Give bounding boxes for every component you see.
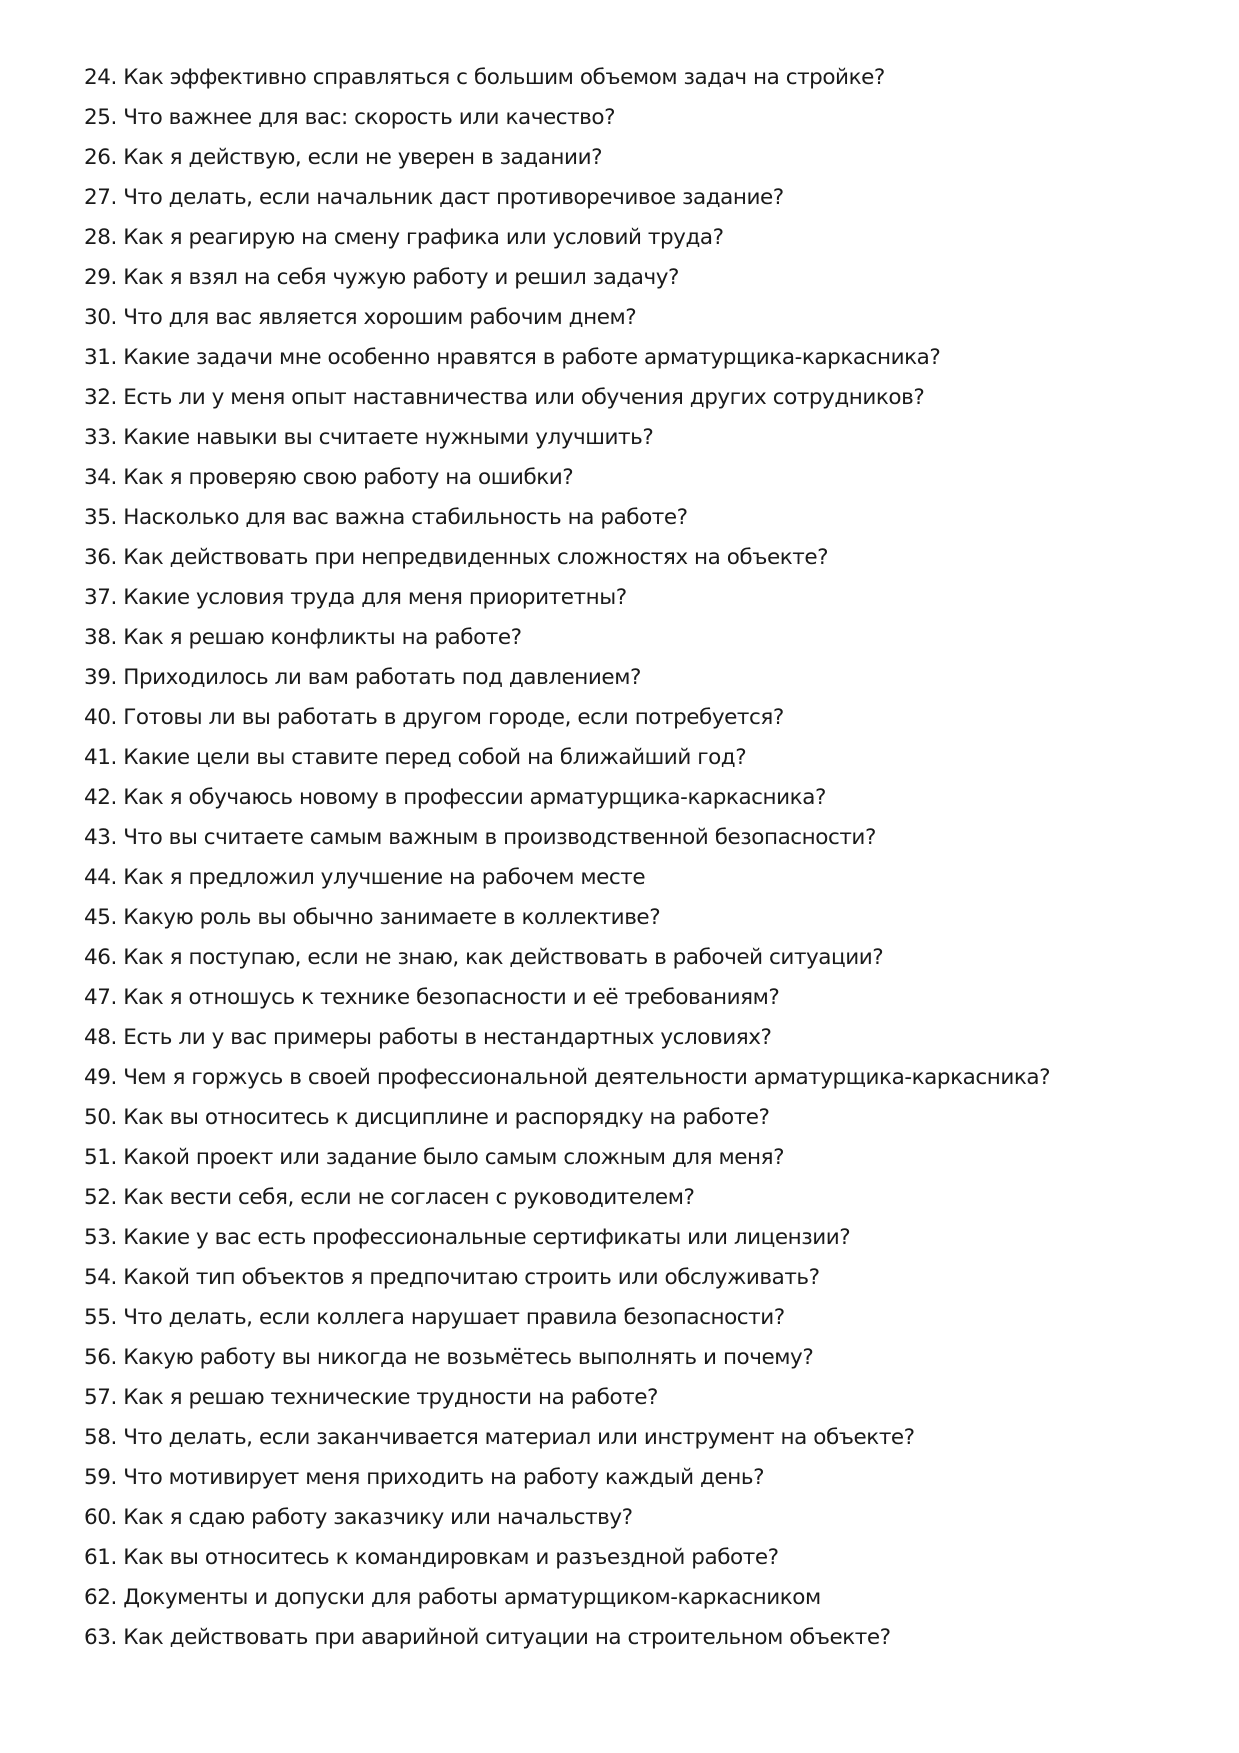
- question-item-25: 25. Что важнее для вас: скорость или качество?: [84, 105, 616, 130]
- question-item-26: 26. Как я действую, если не уверен в задании?: [84, 145, 603, 170]
- question-item-32: 32. Есть ли у меня опыт наставничества или обучения других сотрудников?: [84, 385, 925, 410]
- question-item-62: 62. Документы и допуски для работы арматурщиком-каркасником: [84, 1585, 821, 1610]
- question-item-50: 50. Как вы относитесь к дисциплине и распорядку на работе?: [84, 1105, 770, 1130]
- question-item-49: 49. Чем я горжусь в своей профессиональной деятельности арматурщика-каркасника?: [84, 1065, 1051, 1090]
- question-item-56: 56. Какую работу вы никогда не возьмётесь выполнять и почему?: [84, 1345, 814, 1370]
- question-item-43: 43. Что вы считаете самым важным в производственной безопасности?: [84, 825, 876, 850]
- question-item-54: 54. Какой тип объектов я предпочитаю строить или обслуживать?: [84, 1265, 820, 1290]
- question-item-57: 57. Как я решаю технические трудности на работе?: [84, 1385, 658, 1410]
- question-item-28: 28. Как я реагирую на смену графика или условий труда?: [84, 225, 724, 250]
- question-item-30: 30. Что для вас является хорошим рабочим днем?: [84, 305, 637, 330]
- question-item-24: 24. Как эффективно справляться с большим объемом задач на стройке?: [84, 65, 885, 90]
- question-list: [84, 58, 1184, 1658]
- question-item-36: 36. Как действовать при непредвиденных сложностях на объекте?: [84, 545, 829, 570]
- question-item-47: 47. Как я отношусь к технике безопасности и её требованиям?: [84, 985, 780, 1010]
- question-item-33: 33. Какие навыки вы считаете нужными улучшить?: [84, 425, 654, 450]
- question-item-35: 35. Насколько для вас важна стабильность на работе?: [84, 505, 688, 530]
- question-item-59: 59. Что мотивирует меня приходить на работу каждый день?: [84, 1465, 765, 1490]
- question-item-63: 63. Как действовать при аварийной ситуации на строительном объекте?: [84, 1625, 891, 1650]
- question-item-34: 34. Как я проверяю свою работу на ошибки?: [84, 465, 574, 490]
- question-item-38: 38. Как я решаю конфликты на работе?: [84, 625, 522, 650]
- question-item-45: 45. Какую роль вы обычно занимаете в коллективе?: [84, 905, 661, 930]
- question-item-41: 41. Какие цели вы ставите перед собой на ближайший год?: [84, 745, 747, 770]
- question-item-42: 42. Как я обучаюсь новому в профессии арматурщика-каркасника?: [84, 785, 826, 810]
- question-item-39: 39. Приходилось ли вам работать под давлением?: [84, 665, 641, 690]
- question-item-37: 37. Какие условия труда для меня приоритетны?: [84, 585, 627, 610]
- question-item-60: 60. Как я сдаю работу заказчику или начальству?: [84, 1505, 633, 1530]
- question-item-52: 52. Как вести себя, если не согласен с руководителем?: [84, 1185, 695, 1210]
- question-item-27: 27. Что делать, если начальник даст противоречивое задание?: [84, 185, 784, 210]
- question-item-53: 53. Какие у вас есть профессиональные сертификаты или лицензии?: [84, 1225, 851, 1250]
- question-item-61: 61. Как вы относитесь к командировкам и разъездной работе?: [84, 1545, 779, 1570]
- question-item-48: 48. Есть ли у вас примеры работы в нестандартных условиях?: [84, 1025, 772, 1050]
- question-item-29: 29. Как я взял на себя чужую работу и решил задачу?: [84, 265, 680, 290]
- question-item-40: 40. Готовы ли вы работать в другом городе, если потребуется?: [84, 705, 784, 730]
- question-item-51: 51. Какой проект или задание было самым сложным для меня?: [84, 1145, 785, 1170]
- question-item-44: 44. Как я предложил улучшение на рабочем месте: [84, 865, 646, 890]
- question-item-58: 58. Что делать, если заканчивается материал или инструмент на объекте?: [84, 1425, 915, 1450]
- question-item-31: 31. Какие задачи мне особенно нравятся в работе арматурщика-каркасника?: [84, 345, 941, 370]
- question-item-55: 55. Что делать, если коллега нарушает правила безопасности?: [84, 1305, 785, 1330]
- question-item-46: 46. Как я поступаю, если не знаю, как действовать в рабочей ситуации?: [84, 945, 884, 970]
